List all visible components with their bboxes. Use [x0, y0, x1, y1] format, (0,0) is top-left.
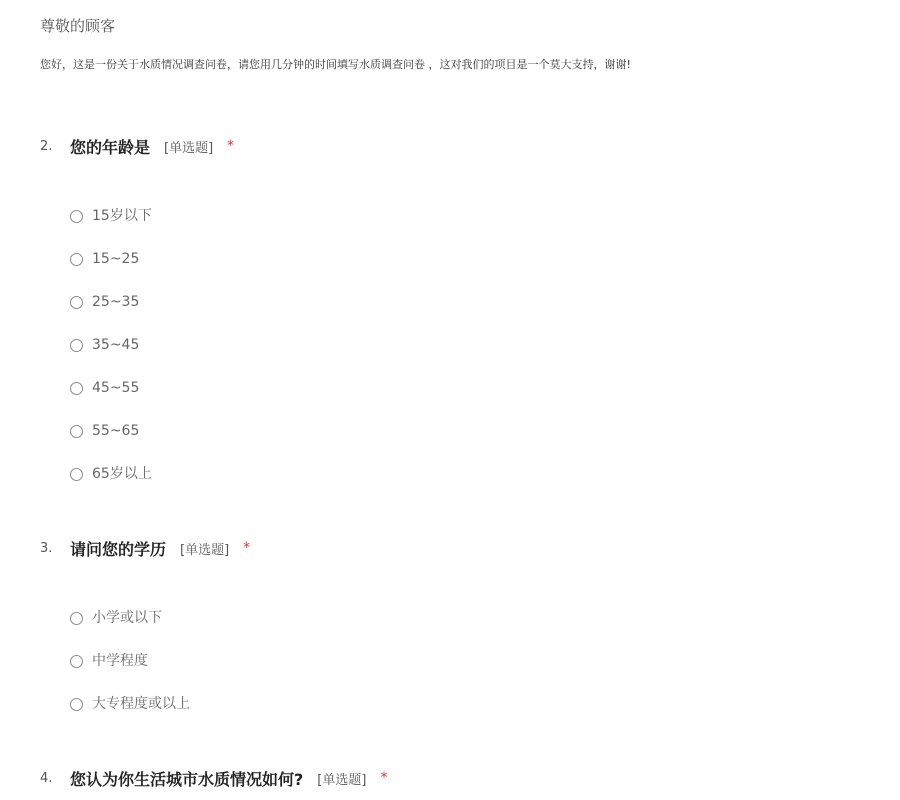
option-age-35-45[interactable]: [70, 335, 139, 355]
radio-unchecked-icon[interactable]: [70, 210, 83, 223]
option-label: 45~55: [92, 380, 140, 396]
question-number: 3.: [40, 540, 53, 556]
question-number: 2.: [40, 138, 53, 154]
radio-unchecked-icon[interactable]: [70, 253, 83, 266]
question-4-header: [40, 766, 387, 790]
question-title: 您的年龄是: [70, 137, 151, 157]
question-2-header: [40, 134, 234, 158]
question-3-header: [40, 536, 250, 560]
option-label: 中学程度: [92, 653, 148, 669]
radio-unchecked-icon[interactable]: [70, 612, 83, 625]
option-age-15-25[interactable]: [70, 249, 139, 269]
option-label: 65岁以上: [92, 466, 152, 482]
required-marker: *: [380, 770, 388, 786]
option-edu-primary[interactable]: [70, 608, 162, 628]
greeting-title: 尊敬的顾客: [40, 17, 116, 35]
radio-unchecked-icon[interactable]: [70, 382, 83, 395]
radio-unchecked-icon[interactable]: [70, 655, 83, 668]
option-label: 35~45: [92, 337, 140, 353]
question-type-badge: [单选题]: [164, 140, 214, 156]
radio-unchecked-icon[interactable]: [70, 698, 83, 711]
option-age-under-15[interactable]: [70, 206, 152, 226]
radio-unchecked-icon[interactable]: [70, 296, 83, 309]
option-label: 15岁以下: [92, 208, 152, 224]
option-age-25-35[interactable]: [70, 292, 139, 312]
radio-unchecked-icon[interactable]: [70, 425, 83, 438]
option-label: 55~65: [92, 423, 140, 439]
option-label: 25~35: [92, 294, 140, 310]
question-number: 4.: [40, 770, 53, 786]
radio-unchecked-icon[interactable]: [70, 339, 83, 352]
option-edu-college[interactable]: [70, 694, 190, 714]
question-title: 请问您的学历: [70, 539, 167, 559]
option-label: 大专程度或以上: [92, 696, 190, 712]
option-label: 15~25: [92, 251, 140, 267]
radio-unchecked-icon[interactable]: [70, 468, 83, 481]
option-age-55-65[interactable]: [70, 421, 139, 441]
option-edu-secondary[interactable]: [70, 651, 148, 671]
intro-text: 您好，这是一份关于水质情况调查问卷，请您用几分钟的时间填写水质调查问卷 ，这对我们的项目是一个莫大支持，谢谢!: [40, 58, 631, 71]
option-age-over-65[interactable]: [70, 464, 152, 484]
question-title: 您认为你生活城市水质情况如何?: [70, 769, 304, 789]
option-label: 小学或以下: [92, 610, 162, 626]
required-marker: *: [227, 138, 235, 154]
required-marker: *: [243, 540, 251, 556]
question-type-badge: [单选题]: [317, 772, 367, 788]
option-age-45-55[interactable]: [70, 378, 139, 398]
question-type-badge: [单选题]: [180, 542, 230, 558]
